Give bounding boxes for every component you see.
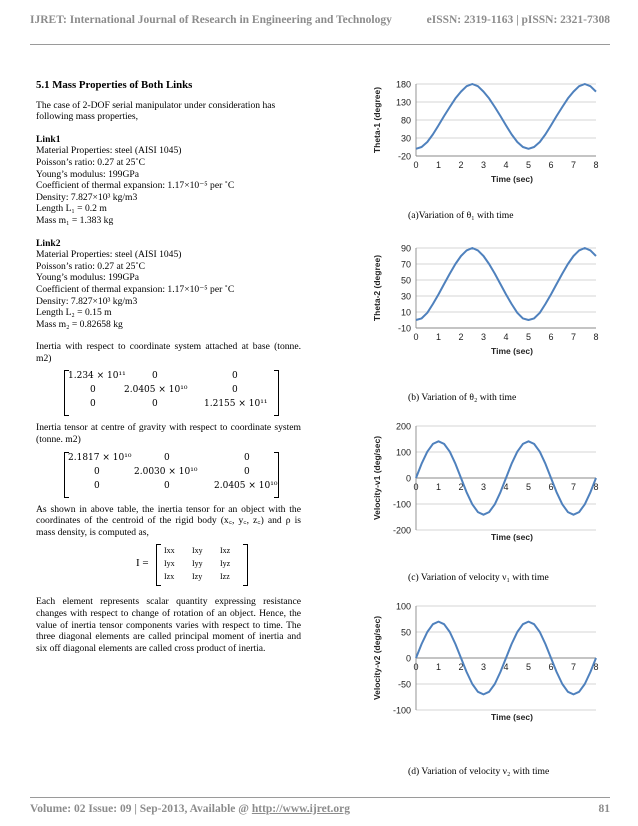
link1-young: Young’s modulus: 199GPa bbox=[36, 168, 139, 180]
x-tick-label: 3 bbox=[480, 662, 487, 672]
inertia-matrix-base bbox=[64, 370, 279, 416]
series-line bbox=[416, 84, 596, 149]
tensor-cell: Iyz bbox=[220, 559, 231, 569]
footer-volume: Volume: 02 Issue: 09 | Sep-2013, Available @ bbox=[30, 803, 252, 815]
tensor-cell: Izy bbox=[192, 572, 203, 582]
x-tick-label: 2 bbox=[458, 662, 464, 672]
matrix-cell: 0 bbox=[232, 371, 238, 382]
x-axis-label: Time (sec) bbox=[491, 174, 533, 184]
link1-poisson: Poisson’s ratio: 0.27 at 25˚C bbox=[36, 156, 145, 168]
inertia-matrix-cg bbox=[64, 452, 279, 498]
matrix-cell: 0 bbox=[94, 466, 100, 477]
matrix-cell: 0 bbox=[164, 480, 170, 491]
tensor-cell: Izx bbox=[164, 572, 175, 582]
y-axis-label: Theta-2 (degree) bbox=[372, 254, 382, 322]
caption-a: (a)Variation of θ₁ with time bbox=[408, 210, 514, 221]
x-tick-label: 3 bbox=[480, 482, 487, 492]
tensor-cell: Izz bbox=[220, 572, 230, 582]
y-tick-label: 30 bbox=[400, 291, 411, 302]
link2-density: Density: 7.827×10³ kg/m3 bbox=[36, 295, 138, 307]
y-tick-label: 0 bbox=[405, 653, 411, 664]
x-tick-label: 0 bbox=[413, 482, 419, 492]
link2-material: Material Properties: steel (AISI 1045) bbox=[36, 249, 182, 261]
x-tick-label: 6 bbox=[548, 662, 554, 672]
y-axis-label: Theta-1 (degree) bbox=[372, 86, 382, 154]
intro-paragraph: The case of 2-DOF serial manipulator under consideration has following mass properties, bbox=[36, 99, 276, 123]
matrix-cell: 0 bbox=[164, 452, 170, 463]
x-tick-label: 3 bbox=[480, 332, 487, 342]
tensor-cell: Iyy bbox=[192, 559, 203, 569]
page-number: 81 bbox=[598, 803, 610, 815]
chart-velocity1 bbox=[368, 418, 608, 548]
matrix-cell: 1.2155 × 10¹¹ bbox=[204, 399, 268, 410]
x-tick-label: 5 bbox=[525, 332, 532, 342]
y-axis-label: Velocity-v1 (deg/sec) bbox=[372, 435, 382, 521]
x-tick-label: 6 bbox=[548, 332, 554, 342]
matrix-cell: 0 bbox=[94, 480, 100, 491]
x-tick-label: 3 bbox=[480, 160, 487, 170]
y-tick-label: -20 bbox=[397, 151, 411, 162]
y-tick-label: 0 bbox=[405, 473, 411, 484]
x-tick-label: 8 bbox=[593, 662, 599, 672]
link2-poisson: Poisson’s ratio: 0.27 at 25˚C bbox=[36, 260, 145, 272]
tensor-cell: Ixy bbox=[192, 546, 203, 556]
x-tick-label: 2 bbox=[458, 332, 464, 342]
x-tick-label: 7 bbox=[570, 160, 577, 170]
y-tick-label: -100 bbox=[392, 499, 411, 510]
x-tick-label: 4 bbox=[503, 662, 509, 672]
matrix-cell: 2.0405 × 10¹⁰ bbox=[124, 385, 188, 396]
x-tick-label: 6 bbox=[548, 482, 554, 492]
x-tick-label: 5 bbox=[525, 662, 532, 672]
tensor-text: As shown in above table, the inertia tensor for an object with the coordinates of the centroid of the rigid body (x꜀, y꜀, z꜀) and ρ is mass density, is computed as, bbox=[36, 503, 301, 538]
tensor-cell: Ixx bbox=[164, 546, 175, 556]
matrix-cell: 1.234 × 10¹¹ bbox=[68, 371, 126, 382]
closing-paragraph: Each element represents scalar quantity expressing resistance changes with respect to change of rotation of an object. Hence, the value of inertia tensor components varies with respect to time. The three diagonal elements are called principal moment of inertia and six off diagonal elements are called cross product of inertia. bbox=[36, 596, 301, 654]
x-tick-label: 1 bbox=[435, 332, 442, 342]
chart-theta2 bbox=[368, 240, 608, 366]
matrix-cell: 2.1817 × 10¹⁰ bbox=[68, 452, 132, 463]
x-axis-label: Time (sec) bbox=[491, 532, 533, 542]
y-axis-label: Velocity-v2 (deg/sec) bbox=[372, 615, 382, 701]
matrix-cell: 0 bbox=[244, 466, 250, 477]
y-tick-label: -200 bbox=[392, 525, 411, 536]
header-rule bbox=[30, 44, 610, 45]
chart-velocity2 bbox=[368, 598, 608, 728]
matrix-cell: 2.0405 × 10¹⁰ bbox=[214, 480, 278, 491]
x-tick-label: 0 bbox=[413, 160, 419, 170]
caption-c: (c) Variation of velocity ν₁ with time bbox=[408, 572, 549, 583]
matrix-cell: 0 bbox=[232, 385, 238, 396]
y-tick-label: 100 bbox=[395, 601, 411, 612]
matrix-cell: 0 bbox=[244, 452, 250, 463]
y-tick-label: 100 bbox=[395, 447, 411, 458]
x-axis-label: Time (sec) bbox=[491, 712, 533, 722]
footer-link[interactable]: http://www.ijret.org bbox=[251, 803, 351, 815]
x-tick-label: 2 bbox=[458, 160, 464, 170]
x-tick-label: 4 bbox=[503, 332, 509, 342]
caption-d: (d) Variation of velocity ν₂ with time bbox=[408, 766, 550, 777]
x-tick-label: 5 bbox=[525, 482, 532, 492]
link1-thermal: Coefficient of thermal expansion: 1.17×10⁻⁵ per ˚C bbox=[36, 180, 235, 192]
y-tick-label: 50 bbox=[400, 275, 411, 286]
link1-title: Link1 bbox=[36, 133, 61, 145]
footer-rule bbox=[30, 797, 610, 798]
link1-mass: Mass m₁ = 1.383 kg bbox=[36, 214, 114, 226]
y-tick-label: 80 bbox=[400, 115, 411, 126]
inertia-base-text: Inertia with respect to coordinate system attached at base (tonne. m2) bbox=[36, 341, 301, 364]
y-tick-label: 50 bbox=[400, 627, 411, 638]
link2-title: Link2 bbox=[36, 237, 61, 249]
x-tick-label: 4 bbox=[503, 482, 509, 492]
matrix-cell: 0 bbox=[90, 385, 96, 396]
matrix-cell: 0 bbox=[152, 371, 158, 382]
x-tick-label: 7 bbox=[570, 662, 577, 672]
x-tick-label: 5 bbox=[525, 160, 532, 170]
matrix-cell: 2.0030 × 10¹⁰ bbox=[134, 466, 198, 477]
series-line bbox=[416, 248, 596, 320]
x-tick-label: 1 bbox=[435, 662, 442, 672]
link2-length: Length L₂ = 0.15 m bbox=[36, 307, 112, 319]
link1-density: Density: 7.827×10³ kg/m3 bbox=[36, 191, 138, 203]
y-tick-label: 180 bbox=[395, 79, 411, 90]
x-tick-label: 0 bbox=[413, 332, 419, 342]
caption-b: (b) Variation of θ₂ with time bbox=[408, 392, 517, 403]
running-footer bbox=[30, 803, 610, 815]
x-axis-label: Time (sec) bbox=[491, 346, 533, 356]
link2-mass: Mass m₂ = 0.82658 kg bbox=[36, 318, 123, 330]
x-tick-label: 2 bbox=[458, 482, 464, 492]
y-tick-label: 130 bbox=[395, 97, 411, 108]
tensor-cell: Ixz bbox=[220, 546, 231, 556]
left-column bbox=[36, 80, 301, 654]
x-tick-label: 1 bbox=[435, 482, 442, 492]
link2-thermal: Coefficient of thermal expansion: 1.17×10⁻⁵ per ˚C bbox=[36, 283, 235, 295]
x-tick-label: 8 bbox=[593, 482, 599, 492]
y-tick-label: -10 bbox=[397, 323, 411, 334]
chart-theta1 bbox=[368, 76, 608, 198]
x-tick-label: 6 bbox=[548, 160, 554, 170]
y-tick-label: -50 bbox=[397, 679, 411, 690]
link1-material: Material Properties: steel (AISI 1045) bbox=[36, 145, 182, 157]
x-tick-label: 8 bbox=[593, 160, 599, 170]
matrix-cell: 0 bbox=[152, 399, 158, 410]
y-tick-label: -100 bbox=[392, 705, 411, 716]
x-tick-label: 1 bbox=[435, 160, 442, 170]
inertia-tensor bbox=[136, 544, 248, 586]
x-tick-label: 7 bbox=[570, 332, 577, 342]
link1-length: Length L₁ = 0.2 m bbox=[36, 203, 107, 215]
y-tick-label: 90 bbox=[400, 243, 411, 254]
y-tick-label: 70 bbox=[400, 259, 411, 270]
journal-name: IJRET: International Journal of Research in Engineering and Technology bbox=[30, 14, 392, 26]
x-tick-label: 7 bbox=[570, 482, 577, 492]
tensor-label: I = bbox=[136, 557, 149, 570]
y-tick-label: 10 bbox=[400, 307, 411, 318]
x-tick-label: 4 bbox=[503, 160, 509, 170]
issn: eISSN: 2319-1163 | pISSN: 2321-7308 bbox=[426, 14, 610, 26]
matrix-cell: 0 bbox=[90, 399, 96, 410]
link2-young: Young’s modulus: 199GPa bbox=[36, 272, 139, 284]
section-title: 5.1 Mass Properties of Both Links bbox=[36, 79, 193, 91]
x-tick-label: 8 bbox=[593, 332, 599, 342]
x-tick-label: 0 bbox=[413, 662, 419, 672]
tensor-cell: Iyx bbox=[164, 559, 175, 569]
inertia-cg-text: Inertia tensor at centre of gravity with respect to coordinate system (tonne. m2) bbox=[36, 422, 301, 446]
y-tick-label: 200 bbox=[395, 421, 411, 432]
y-tick-label: 30 bbox=[400, 133, 411, 144]
